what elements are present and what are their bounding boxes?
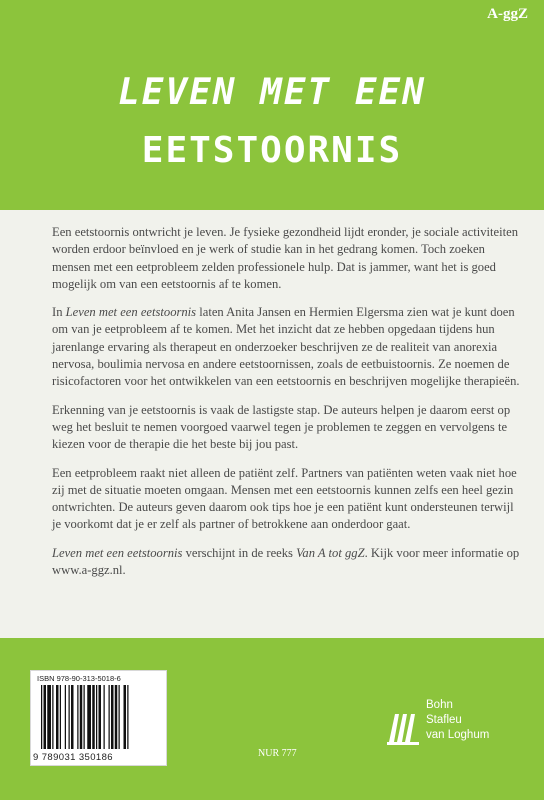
blurb-paragraph-5 [52, 545, 520, 580]
blurb-paragraph-1: Een eetstoornis ontwricht je leven. Je fysieke gezondheid lijdt eronder, je sociale activiteiten worden erdoor beïnvloed en je werk of studie kan in het gedrang komen. Toch zoeken mensen met een eetprobleem zelden professionele hulp. Dat is jammer, want het is goed mogelijk om van een eetstoornis af te komen. [52, 225, 518, 291]
book-title-line-1: LEVEN MET EEN [118, 72, 426, 113]
p5-mid: verschijnt in de reeks [182, 545, 297, 560]
barcode-number: 9 789031 350186 [33, 752, 113, 763]
p2-post: laten Anita Jansen en Hermien Elgersma zien wat je kunt doen om van je eetprobleem af te komen. Met het inzicht dat ze hebben opgedaan tijdens hun jarenlange ervaring als therapeut en onderzoeker beschrijven ze de realiteit van anorexia nervosa, boulimia nervosa en andere eetstoornissen, zoals de eetbuistoornis. Ze noemen de risicofactoren voor het ontwikkelen van een eetstoornis en beschrijven mogelijke therapieën. [52, 305, 520, 389]
nur-code: NUR 777 [258, 748, 297, 759]
publisher-name-line-2: Stafleu [426, 714, 462, 726]
blurb-paragraph-2 [52, 304, 520, 390]
publisher-icon [386, 708, 420, 748]
book-title-line-2: EETSTOORNIS [141, 130, 403, 171]
book-title [0, 64, 544, 180]
publisher-name-line-3: van Loghum [426, 729, 490, 741]
series-mark: A-ggZ [487, 6, 528, 22]
blurb-paragraph-3: Erkenning van je eetstoornis is vaak de lastigste stap. De auteurs helpen je daarom eerst op weg het besluit te nemen voorgoed vaarwel tegen je problemen te zeggen en vervolgens te kiezen voor de therapie die het beste bij jou past. [52, 402, 511, 452]
publisher-logo [386, 698, 544, 778]
book-title-inline: Leven met een eetstoornis [65, 305, 197, 320]
publisher-name [426, 698, 489, 743]
p2-pre: In [52, 305, 66, 320]
isbn-label: ISBN 978-90-313-5018-6 [37, 674, 121, 683]
blurb-panel [0, 210, 544, 638]
book-title-inline: Leven met een eetstoornis [52, 545, 183, 560]
p5-post: . Kijk voor meer informatie op www.a-ggz.nl. [52, 545, 520, 578]
series-name-inline: Van A tot ggZ [296, 545, 365, 560]
blurb-paragraph-4: Een eetprobleem raakt niet alleen de patiënt zelf. Partners van patiënten weten vaak niet hoe zij met de situatie moeten omgaan. Mensen met een eetstoornis kunnen zelfs een heel gezin ontwrichten. De auteurs geven daarom ook tips hoe je een patiënt kunt ondersteunen terwijl je voorkomt dat je er zelf als partner of betrokkene aan onderdoor gaat. [52, 465, 517, 532]
barcode [30, 670, 167, 766]
publisher-name-line-1: Bohn [426, 699, 453, 711]
barcode-bars [41, 685, 159, 749]
